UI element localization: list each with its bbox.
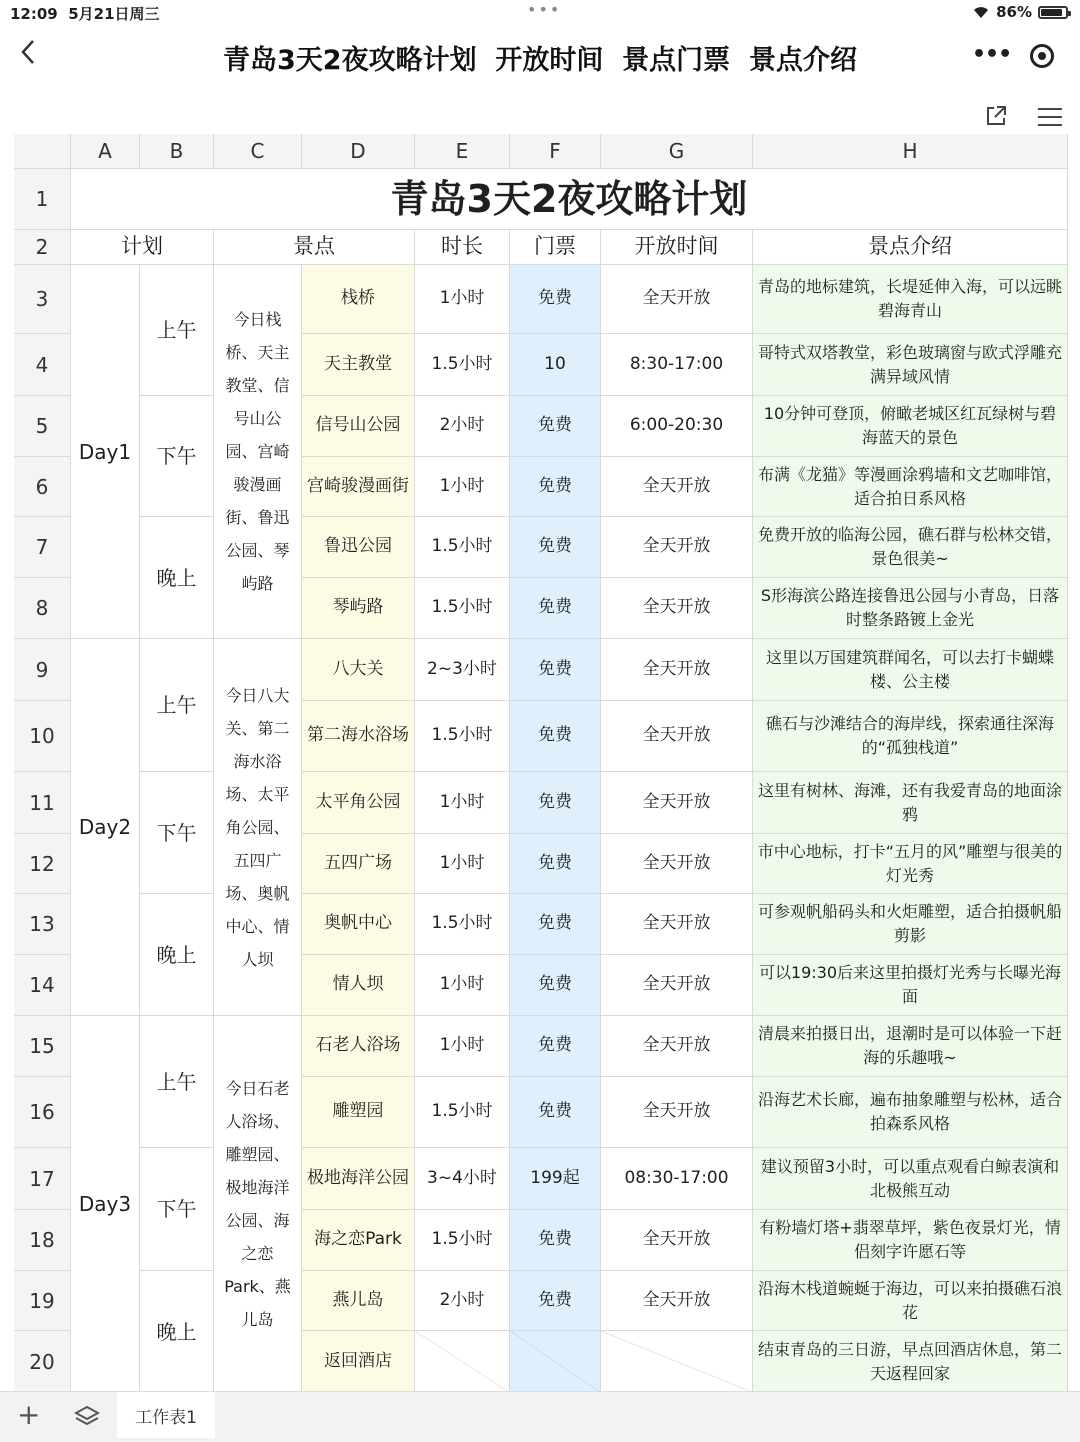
intro-cell[interactable]: 礁石与沙滩结合的海岸线，探索通往深海的“孤独栈道”	[753, 701, 1068, 772]
spot-cell[interactable]: 奥帆中心	[302, 894, 415, 955]
ticket-cell[interactable]: 免费	[510, 1016, 601, 1077]
period-cell[interactable]: 晚上	[140, 894, 214, 1016]
hours-cell[interactable]: 全天开放	[601, 1016, 753, 1077]
duration-cell[interactable]: 2~3小时	[415, 639, 510, 701]
period-cell[interactable]: 下午	[140, 396, 214, 517]
spot-cell[interactable]: 返回酒店	[302, 1331, 415, 1393]
ticket-cell[interactable]: 免费	[510, 396, 601, 457]
row-header-2[interactable]: 2	[14, 230, 71, 265]
duration-cell[interactable]: 3~4小时	[415, 1148, 510, 1210]
spot-cell[interactable]: 信号山公园	[302, 396, 415, 457]
row-header-6[interactable]: 6	[14, 457, 71, 517]
period-cell[interactable]: 晚上	[140, 1271, 214, 1393]
duration-cell[interactable]: 2小时	[415, 1271, 510, 1331]
duration-cell[interactable]: 1小时	[415, 772, 510, 834]
spot-cell[interactable]: 海之恋Park	[302, 1210, 415, 1271]
ticket-cell[interactable]: 免费	[510, 578, 601, 639]
intro-cell[interactable]: 沿海木栈道蜿蜒于海边，可以来拍摄礁石浪花	[753, 1271, 1068, 1331]
spot-cell[interactable]: 燕儿岛	[302, 1271, 415, 1331]
ticket-cell[interactable]: 免费	[510, 457, 601, 517]
hours-cell[interactable]: 6:00-20:30	[601, 396, 753, 457]
battery-percent: 86%	[996, 3, 1032, 21]
day-cell[interactable]: Day2	[71, 639, 140, 1016]
intro-cell[interactable]: 10分钟可登顶，俯瞰老城区红瓦绿树与碧海蓝天的景色	[753, 396, 1068, 457]
duration-cell[interactable]: 1.5小时	[415, 894, 510, 955]
column-header-e[interactable]: E	[415, 134, 510, 169]
header-hours[interactable]: 开放时间	[601, 230, 753, 265]
header-intro[interactable]: 景点介绍	[753, 230, 1068, 265]
spot-cell[interactable]: 栈桥	[302, 265, 415, 334]
status-right	[972, 3, 1068, 21]
battery-icon	[1038, 6, 1068, 19]
ticket-cell[interactable]: 免费	[510, 639, 601, 701]
row-header-1[interactable]: 1	[14, 169, 71, 230]
page-title: 青岛3天2夜攻略计划 开放时间 景点门票 景点介绍	[223, 45, 857, 76]
row-header-14[interactable]: 14	[14, 955, 71, 1016]
duration-cell[interactable]: 1小时	[415, 457, 510, 517]
hours-cell[interactable]: 全天开放	[601, 265, 753, 334]
title-bar	[0, 26, 1080, 90]
ticket-cell[interactable]: 免费	[510, 1077, 601, 1148]
duration-cell[interactable]: 1小时	[415, 265, 510, 334]
hours-cell[interactable]: 全天开放	[601, 701, 753, 772]
row-header-3[interactable]: 3	[14, 265, 71, 334]
ticket-cell[interactable]: 免费	[510, 1271, 601, 1331]
hours-cell[interactable]: 08:30-17:00	[601, 1148, 753, 1210]
day-cell[interactable]: Day1	[71, 265, 140, 639]
column-header-b[interactable]: B	[140, 134, 214, 169]
intro-cell[interactable]: S形海滨公路连接鲁迅公园与小青岛，日落时整条路镀上金光	[753, 578, 1068, 639]
more-icon[interactable]: •••	[972, 42, 1012, 67]
intro-cell[interactable]: 布满《龙猫》等漫画涂鸦墙和文艺咖啡馆，适合拍日系风格	[753, 457, 1068, 517]
menu-icon[interactable]	[1038, 106, 1062, 128]
ticket-cell[interactable]: 10	[510, 334, 601, 396]
share-icon[interactable]	[984, 104, 1008, 128]
intro-cell[interactable]: 哥特式双塔教堂，彩色玻璃窗与欧式浮雕充满异域风情	[753, 334, 1068, 396]
spot-cell[interactable]: 雕塑园	[302, 1077, 415, 1148]
duration-cell[interactable]: 1.5小时	[415, 578, 510, 639]
spot-cell[interactable]: 鲁迅公园	[302, 517, 415, 578]
hours-cell[interactable]: 全天开放	[601, 457, 753, 517]
ticket-cell[interactable]	[510, 1331, 601, 1393]
hours-cell[interactable]: 全天开放	[601, 578, 753, 639]
intro-cell[interactable]: 可参观帆船码头和火炬雕塑，适合拍摄帆船剪影	[753, 894, 1068, 955]
layers-icon[interactable]	[74, 1404, 100, 1428]
day-summary-cell[interactable]: 今日栈桥、天主教堂、信号山公园、宫崎骏漫画街、鲁迅公园、琴屿路	[214, 265, 302, 639]
duration-cell[interactable]: 1小时	[415, 1016, 510, 1077]
column-header-f[interactable]: F	[510, 134, 601, 169]
row-header-12[interactable]: 12	[14, 834, 71, 894]
row-header-16[interactable]: 16	[14, 1077, 71, 1148]
hours-cell[interactable]: 全天开放	[601, 639, 753, 701]
hours-cell[interactable]: 全天开放	[601, 1271, 753, 1331]
row-header-20[interactable]: 20	[14, 1331, 71, 1393]
column-header-a[interactable]: A	[71, 134, 140, 169]
row-header-13[interactable]: 13	[14, 894, 71, 955]
intro-cell[interactable]: 建议预留3小时，可以重点观看白鲸表演和北极熊互动	[753, 1148, 1068, 1210]
period-cell[interactable]: 上午	[140, 265, 214, 396]
spot-cell[interactable]: 天主教堂	[302, 334, 415, 396]
ticket-cell[interactable]: 免费	[510, 517, 601, 578]
row-header-4[interactable]: 4	[14, 334, 71, 396]
target-icon[interactable]	[1030, 44, 1054, 68]
status-bar	[0, 0, 1080, 26]
ticket-cell[interactable]: 免费	[510, 894, 601, 955]
hours-cell[interactable]: 全天开放	[601, 1077, 753, 1148]
day-summary-cell[interactable]: 今日八大关、第二海水浴场、太平角公园、五四广场、奥帆中心、情人坝	[214, 639, 302, 1016]
spot-cell[interactable]: 宫崎骏漫画街	[302, 457, 415, 517]
status-time: 12:09 5月21日周三	[10, 5, 160, 23]
wifi-icon	[972, 5, 990, 19]
header-duration[interactable]: 时长	[415, 230, 510, 265]
ticket-cell[interactable]: 免费	[510, 265, 601, 334]
duration-cell[interactable]: 1.5小时	[415, 701, 510, 772]
duration-cell[interactable]: 1.5小时	[415, 334, 510, 396]
intro-cell[interactable]: 青岛的地标建筑，长堤延伸入海，可以远眺碧海青山	[753, 265, 1068, 334]
row-header-9[interactable]: 9	[14, 639, 71, 701]
row-header-18[interactable]: 18	[14, 1210, 71, 1271]
intro-cell[interactable]: 这里有树林、海滩，还有我爱青岛的地面涂鸦	[753, 772, 1068, 834]
row-header-10[interactable]: 10	[14, 701, 71, 772]
select-all-corner[interactable]	[14, 134, 71, 169]
intro-cell[interactable]: 清晨来拍摄日出，退潮时是可以体验一下赶海的乐趣哦~	[753, 1016, 1068, 1077]
header-ticket[interactable]: 门票	[510, 230, 601, 265]
hours-cell[interactable]: 全天开放	[601, 834, 753, 894]
spot-cell[interactable]: 太平角公园	[302, 772, 415, 834]
header-plan[interactable]: 计划	[71, 230, 214, 265]
row-header-5[interactable]: 5	[14, 396, 71, 457]
multitask-dots-icon[interactable]: •••	[527, 0, 562, 19]
duration-cell[interactable]: 1.5小时	[415, 517, 510, 578]
column-header-c[interactable]: C	[214, 134, 302, 169]
intro-cell[interactable]: 可以19:30后来这里拍摄灯光秀与长曝光海面	[753, 955, 1068, 1016]
intro-cell[interactable]: 沿海艺术长廊，遍布抽象雕塑与松林，适合拍森系风格	[753, 1077, 1068, 1148]
period-cell[interactable]: 上午	[140, 639, 214, 772]
add-icon[interactable]: +	[17, 1398, 41, 1431]
row-header-15[interactable]: 15	[14, 1016, 71, 1077]
ticket-cell[interactable]: 免费	[510, 772, 601, 834]
column-header-g[interactable]: G	[601, 134, 753, 169]
hours-cell[interactable]: 全天开放	[601, 955, 753, 1016]
duration-cell[interactable]: 1.5小时	[415, 1077, 510, 1148]
hours-cell[interactable]: 8:30-17:00	[601, 334, 753, 396]
intro-cell[interactable]: 市中心地标，打卡“五月的风”雕塑与很美的灯光秀	[753, 834, 1068, 894]
column-header-h[interactable]: H	[753, 134, 1068, 169]
bottom-bar	[0, 1391, 1080, 1442]
hours-cell[interactable]: 全天开放	[601, 894, 753, 955]
row-header-8[interactable]: 8	[14, 578, 71, 639]
hours-cell[interactable]: 全天开放	[601, 772, 753, 834]
period-cell[interactable]: 上午	[140, 1016, 214, 1148]
duration-cell[interactable]: 1小时	[415, 955, 510, 1016]
sheet-tab[interactable]: 工作表1	[117, 1392, 215, 1438]
day-cell[interactable]: Day3	[71, 1016, 140, 1393]
hours-cell[interactable]: 全天开放	[601, 517, 753, 578]
row-header-19[interactable]: 19	[14, 1271, 71, 1331]
intro-cell[interactable]: 有粉墙灯塔+翡翠草坪，紫色夜景灯光，情侣刻字许愿石等	[753, 1210, 1068, 1271]
duration-cell[interactable]	[415, 1331, 510, 1393]
ticket-cell[interactable]: 免费	[510, 701, 601, 772]
spot-cell[interactable]: 八大关	[302, 639, 415, 701]
period-cell[interactable]: 下午	[140, 1148, 214, 1271]
spot-cell[interactable]: 第二海水浴场	[302, 701, 415, 772]
period-cell[interactable]: 晚上	[140, 517, 214, 639]
duration-cell[interactable]: 1小时	[415, 834, 510, 894]
spot-cell[interactable]: 五四广场	[302, 834, 415, 894]
duration-cell[interactable]: 1.5小时	[415, 1210, 510, 1271]
spot-cell[interactable]: 琴屿路	[302, 578, 415, 639]
duration-cell[interactable]: 2小时	[415, 396, 510, 457]
ticket-cell[interactable]: 199起	[510, 1148, 601, 1210]
row-header-17[interactable]: 17	[14, 1148, 71, 1210]
ticket-cell[interactable]: 免费	[510, 1210, 601, 1271]
spot-cell[interactable]: 极地海洋公园	[302, 1148, 415, 1210]
battery-fill	[1041, 9, 1062, 16]
spot-cell[interactable]: 石老人浴场	[302, 1016, 415, 1077]
row-header-7[interactable]: 7	[14, 517, 71, 578]
intro-cell[interactable]: 这里以万国建筑群闻名，可以去打卡蝴蝶楼、公主楼	[753, 639, 1068, 701]
row-header-11[interactable]: 11	[14, 772, 71, 834]
intro-cell[interactable]: 结束青岛的三日游，早点回酒店休息，第二天返程回家	[753, 1331, 1068, 1393]
intro-cell[interactable]: 免费开放的临海公园，礁石群与松林交错，景色很美~	[753, 517, 1068, 578]
period-cell[interactable]: 下午	[140, 772, 214, 894]
column-header-d[interactable]: D	[302, 134, 415, 169]
header-spot[interactable]: 景点	[214, 230, 415, 265]
ticket-cell[interactable]: 免费	[510, 834, 601, 894]
sheet-title-cell[interactable]: 青岛3天2夜攻略计划	[71, 169, 1068, 230]
spot-cell[interactable]: 情人坝	[302, 955, 415, 1016]
hours-cell[interactable]: 全天开放	[601, 1210, 753, 1271]
ticket-cell[interactable]: 免费	[510, 955, 601, 1016]
hours-cell[interactable]	[601, 1331, 753, 1393]
day-summary-cell[interactable]: 今日石老人浴场、雕塑园、极地海洋公园、海之恋Park、燕儿岛	[214, 1016, 302, 1393]
